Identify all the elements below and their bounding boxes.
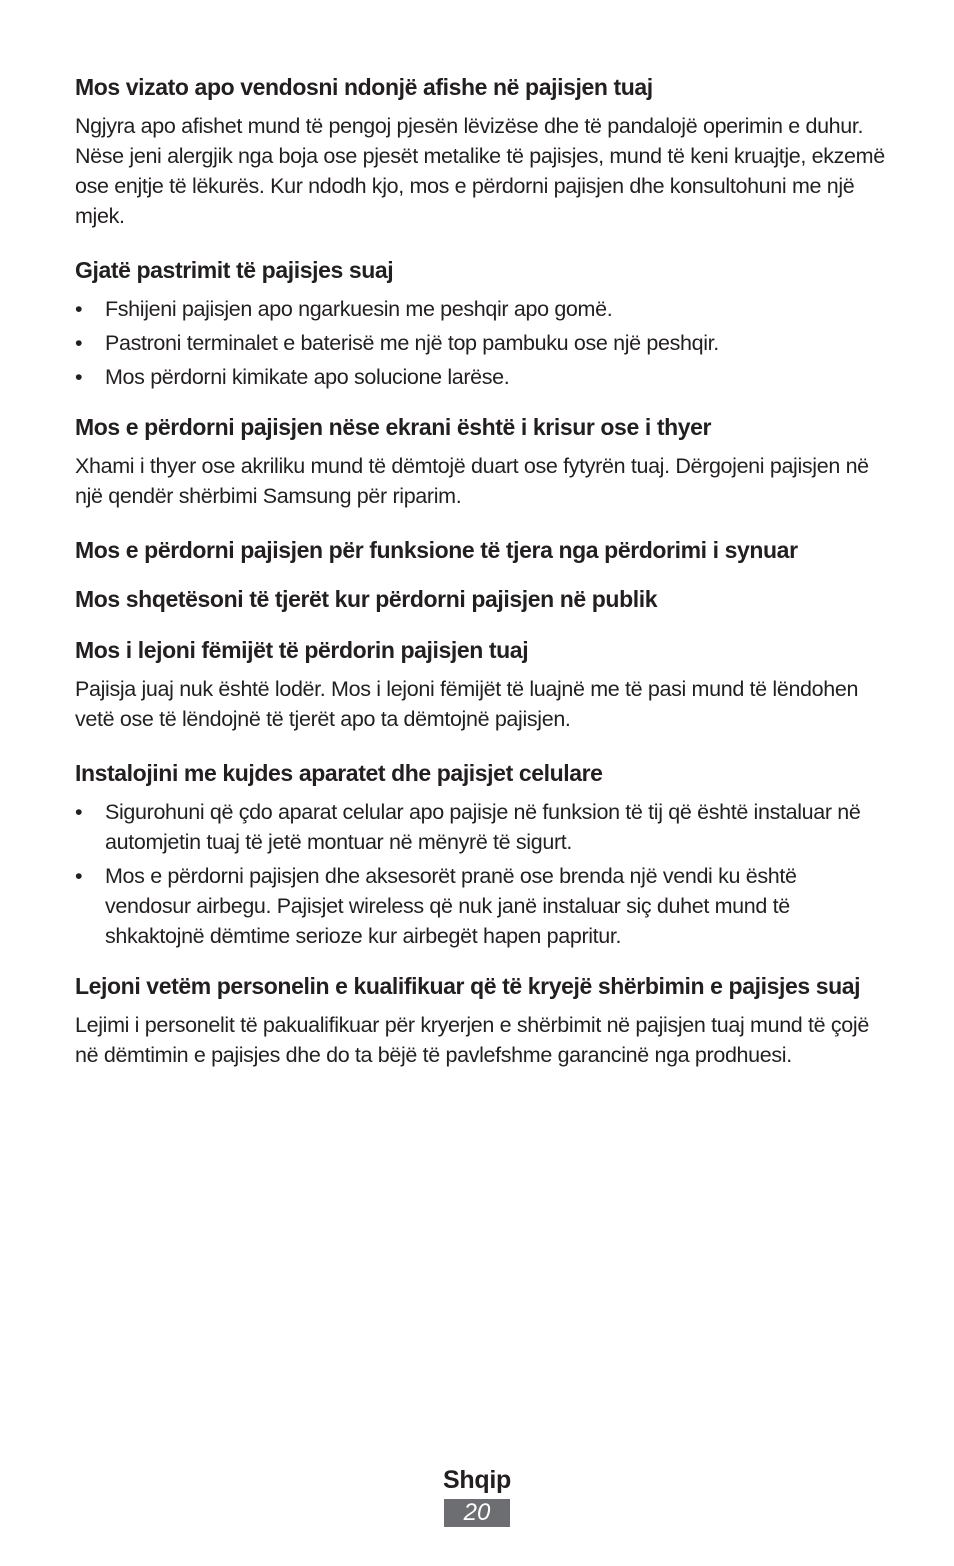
section-heading: Mos i lejoni fëmijët të përdorin pajisjen tuaj bbox=[75, 637, 529, 663]
section-cleaning bbox=[75, 253, 887, 392]
bullet-icon: • bbox=[75, 331, 83, 355]
section-heading: Instalojini me kujdes aparatet dhe pajisjet celulare bbox=[75, 760, 603, 786]
section-stickers bbox=[75, 70, 887, 231]
list-item bbox=[75, 328, 887, 358]
section-qualified-service bbox=[75, 969, 887, 1070]
bullet-icon: • bbox=[75, 365, 83, 389]
section-heading: Gjatë pastrimit të pajisjes suaj bbox=[75, 257, 394, 283]
section-heading: Mos e përdorni pajisjen nëse ekrani është i krisur ose i thyer bbox=[75, 414, 712, 440]
section-heading: Mos shqetësoni të tjerët kur përdorni pajisjen në publik bbox=[75, 586, 658, 612]
list-item bbox=[75, 362, 887, 392]
document-body bbox=[75, 70, 887, 1070]
list-item-text: Mos e përdorni pajisjen dhe aksesorët pranë ose brenda një vendi ku është vendosur airbegu. Pajisjet wireless që nuk janë instaluar siç duhet mund të shkaktojnë dëmtime serioze kur airbegët hapen papritur. bbox=[105, 864, 797, 948]
section-paragraph: Lejimi i personelit të pakualifikuar për kryerjen e shërbimit në pajisjen tuaj mund të çojë në dëmtimin e pajisjes dhe do ta bëjë të pavlefshme garancinë nga prodhuesi. bbox=[75, 1013, 869, 1067]
section-cracked-screen bbox=[75, 410, 887, 511]
section-heading: Lejoni vetëm personelin e kualifikuar që të kryejë shërbimin e pajisjes suaj bbox=[75, 973, 861, 999]
section-intended-use bbox=[75, 533, 887, 568]
list-item bbox=[75, 797, 887, 857]
section-heading: Mos vizato apo vendosni ndonjë afishe në pajisjen tuaj bbox=[75, 74, 653, 100]
page-number: 20 bbox=[444, 1499, 510, 1527]
bullet-icon: • bbox=[75, 864, 83, 888]
footer-language: Shqip bbox=[443, 1466, 511, 1494]
bullet-icon: • bbox=[75, 297, 83, 321]
bullet-list bbox=[75, 797, 887, 951]
list-item-text: Mos përdorni kimikate apo solucione larëse. bbox=[105, 365, 510, 389]
section-mobile-installation bbox=[75, 756, 887, 951]
bullet-icon: • bbox=[75, 800, 83, 824]
list-item-text: Fshijeni pajisjen apo ngarkuesin me peshqir apo gomë. bbox=[105, 297, 613, 321]
section-children bbox=[75, 633, 887, 734]
list-item-text: Sigurohuni që çdo aparat celular apo pajisje në funksion të tij që është instaluar në automjetin tuaj të jetë montuar në mënyrë të sigurt. bbox=[105, 800, 861, 854]
list-item-text: Pastroni terminalet e baterisë me një top pambuku ose një peshqir. bbox=[105, 331, 719, 355]
list-item bbox=[75, 294, 887, 324]
section-paragraph: Ngjyra apo afishet mund të pengoj pjesën lëvizëse dhe të pandalojë operimin e duhur. Nëse jeni alergjik nga boja ose pjesët metalike të pajisjes, mund të keni kruajtje, ekzemë ose enjtje të lëkurës. Kur ndodh kjo, mos e përdorni pajisjen dhe konsultohuni me një mjek. bbox=[75, 114, 885, 228]
section-public-use bbox=[75, 582, 887, 617]
list-item bbox=[75, 861, 887, 951]
section-paragraph: Xhami i thyer ose akriliku mund të dëmtojë duart ose fytyrën tuaj. Dërgojeni pajisjen në një qendër shërbimi Samsung për riparim. bbox=[75, 454, 869, 508]
section-heading: Mos e përdorni pajisjen për funksione të tjera nga përdorimi i synuar bbox=[75, 537, 798, 563]
bullet-list bbox=[75, 294, 887, 392]
section-paragraph: Pajisja juaj nuk është lodër. Mos i lejoni fëmijët të luajnë me të pasi mund të lëndohen vetë ose të lëndojnë të tjerët apo ta dëmtojnë pajisjen. bbox=[75, 677, 859, 731]
page-footer bbox=[0, 1462, 954, 1527]
